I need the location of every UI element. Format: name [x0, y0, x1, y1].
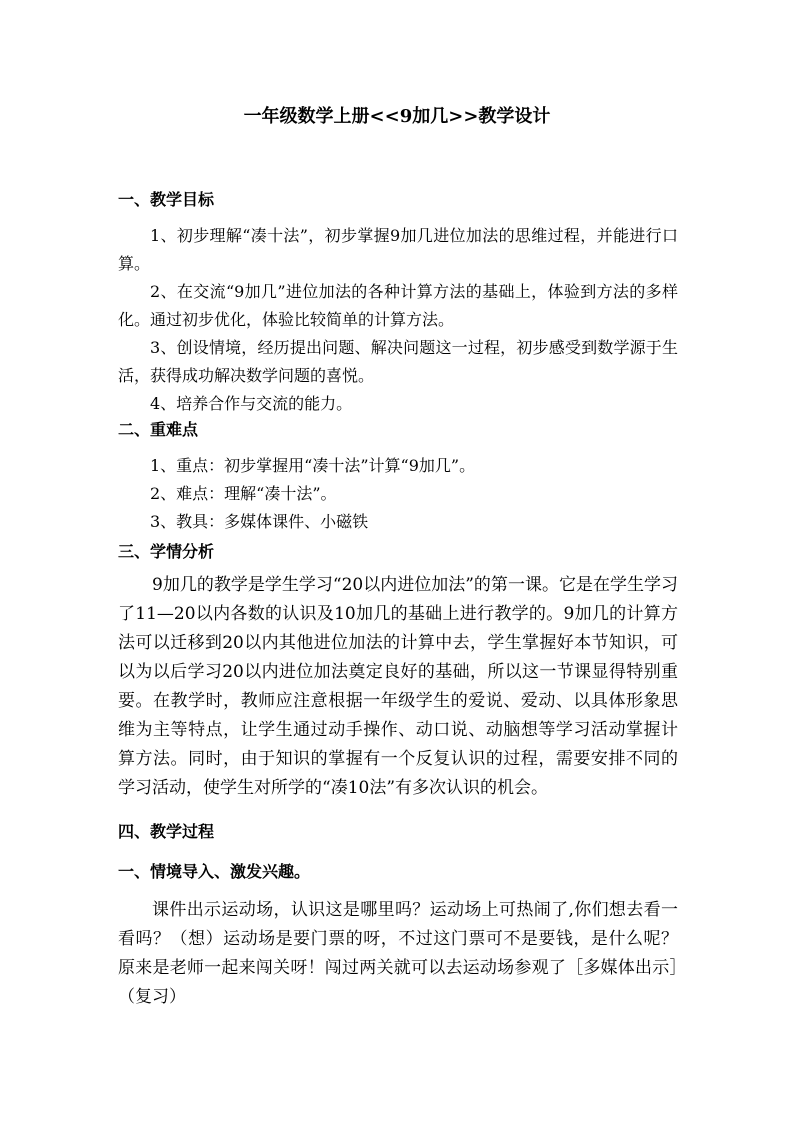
learner-analysis-body — [118, 571, 678, 803]
section-heading: 一、教学目标 — [118, 190, 215, 209]
goal-item-1: 1、初步理解“凑十法”，初步掌握9加几进位加法的思维过程，并能进行口算。 — [118, 226, 678, 273]
section-scene-intro — [118, 860, 678, 884]
section-teaching-goals — [118, 188, 678, 212]
scene-intro-paragraph: 课件出示运动场，认识这是哪里吗？运动场上可热闹了,你们想去看一看吗？（想）运动场是要门票的呀，不过这门票可不是要钱，是什么呢？原来是老师一起来闯关呀！闯过两关就可以去运动场参观了［多媒体出示］ （复习） — [118, 900, 712, 1007]
goal-item-2: 2、在交流“9加几”进位加法的各种计算方法的基础上，体验到方法的多样化。通过初步优化，体验比较简单的计算方法。 — [118, 282, 678, 329]
document-title: 一年级数学上册<<9加几>>教学设计 — [243, 106, 551, 127]
section-teaching-process — [118, 820, 678, 844]
section-heading: 四、教学过程 — [118, 822, 215, 841]
key-point-item-1: 1、重点：初步掌握用“凑十法”计算“9加几”。 — [150, 456, 476, 475]
key-point-item-2: 2、难点：理解“凑十法”。 — [150, 484, 337, 503]
key-point-list — [118, 452, 678, 536]
section-heading: 三、学情分析 — [118, 542, 215, 561]
learner-analysis-paragraph: 9加几的教学是学生学习“20以内进位加法”的第一课。它是在学生学习了11—20以内各数的认识及10加几的基础上进行教学的。9加几的计算方法可以迁移到20以内其他进位加法的计算中去，学生掌握好本节知识，可以为以后学习20以内进位加法奠定良好的基础，所以这一节课显得特别重要。在教学时，教师应注意根据一年级学生的爱说、爱动、以具体形象思维为主等特点，让学生通过动手操作、动口说、动脑想等学习活动掌握计算方法。同时，由于知识的掌握有一个反复认识的过程，需要安排不同的学习活动，使学生对所学的“凑10法”有多次认识的机会。 — [118, 575, 678, 798]
section-heading: 二、重难点 — [118, 420, 199, 439]
goal-item-3: 3、创设情境，经历提出问题、解决问题这一过程，初步感受到数学源于生活，获得成功解决数学问题的喜悦。 — [118, 338, 678, 385]
section-key-points — [118, 418, 678, 442]
scene-intro-body — [118, 896, 712, 1012]
goal-list — [118, 222, 678, 418]
key-point-item-3: 3、教具：多媒体课件、小磁铁 — [150, 512, 369, 531]
section-heading: 一、情境导入、激发兴趣。 — [118, 862, 311, 881]
goal-item-4: 4、培养合作与交流的能力。 — [150, 394, 353, 413]
section-learner-analysis — [118, 540, 678, 564]
